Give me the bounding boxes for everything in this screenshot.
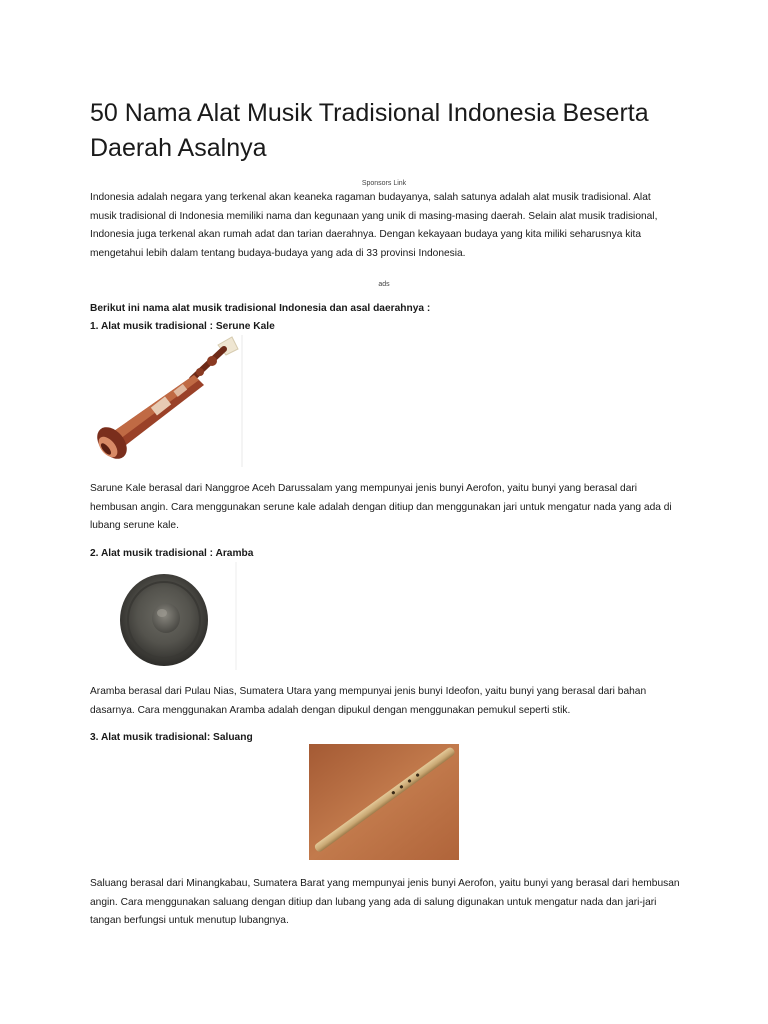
instrument-1-heading: 1. Alat musik tradisional : Serune Kale — [90, 321, 275, 332]
instrument-3-heading: 3. Alat musik tradisional: Saluang — [90, 732, 253, 743]
aramba-image — [92, 562, 238, 670]
serune-kale-image — [92, 335, 244, 467]
ads-label: ads — [378, 281, 390, 288]
instrument-1-description: Sarune Kale berasal dari Nanggroe Aceh Darussalam yang mempunyai jenis bunyi Aerofon, yaitu bunyi yang berasal dari hembusan angin. Cara menggunakan serune kale adalah dengan ditiup dan menggunakan jari untuk mengatur nada yang ada di lubang serune kale. — [90, 483, 672, 531]
instrument-2-heading: 2. Alat musik tradisional : Aramba — [90, 548, 254, 559]
intro-paragraph: Indonesia adalah negara yang terkenal akan keaneka ragaman budayanya, salah satunya adalah alat musik tradisional. Alat musik tradisional di Indonesia memiliki nama dan kegunaan yang unik di masing-masing daerah. Selain alat musik tradisional, Indonesia juga terkenal akan rumah adat dan tarian daerahnya. Dengan kekayaan budaya yang kita miliki seharusnya kita mengetahui lebih dalam tentang budaya-budaya yang ada di 33 provinsi Indonesia. — [90, 192, 658, 259]
list-intro: Berikut ini nama alat musik tradisional Indonesia dan asal daerahnya : — [90, 303, 431, 314]
sponsor-label: Sponsors Link — [361, 180, 407, 187]
instrument-2-description: Aramba berasal dari Pulau Nias, Sumatera Utara yang mempunyai jenis bunyi Ideofon, yaitu bunyi yang berasal dari bahan dasarnya. Cara menggunakan Aramba adalah dengan dipukul dengan menggunakan pemukul seperti stik. — [90, 686, 647, 716]
saluang-image — [309, 744, 459, 860]
instrument-3-description: Saluang berasal dari Minangkabau, Sumatera Barat yang mempunyai jenis bunyi Aerofon, yaitu bunyi yang berasal dari hembusan angin. Cara menggunakan saluang dengan ditiup dan lubang yang ada di salung digunakan untuk mengatur nada dan jari-jari tangan berfungsi untuk menutup lubangnya. — [90, 878, 680, 926]
page-title: 50 Nama Alat Musik Tradisional Indonesia Beserta Daerah Asalnya — [90, 99, 649, 162]
